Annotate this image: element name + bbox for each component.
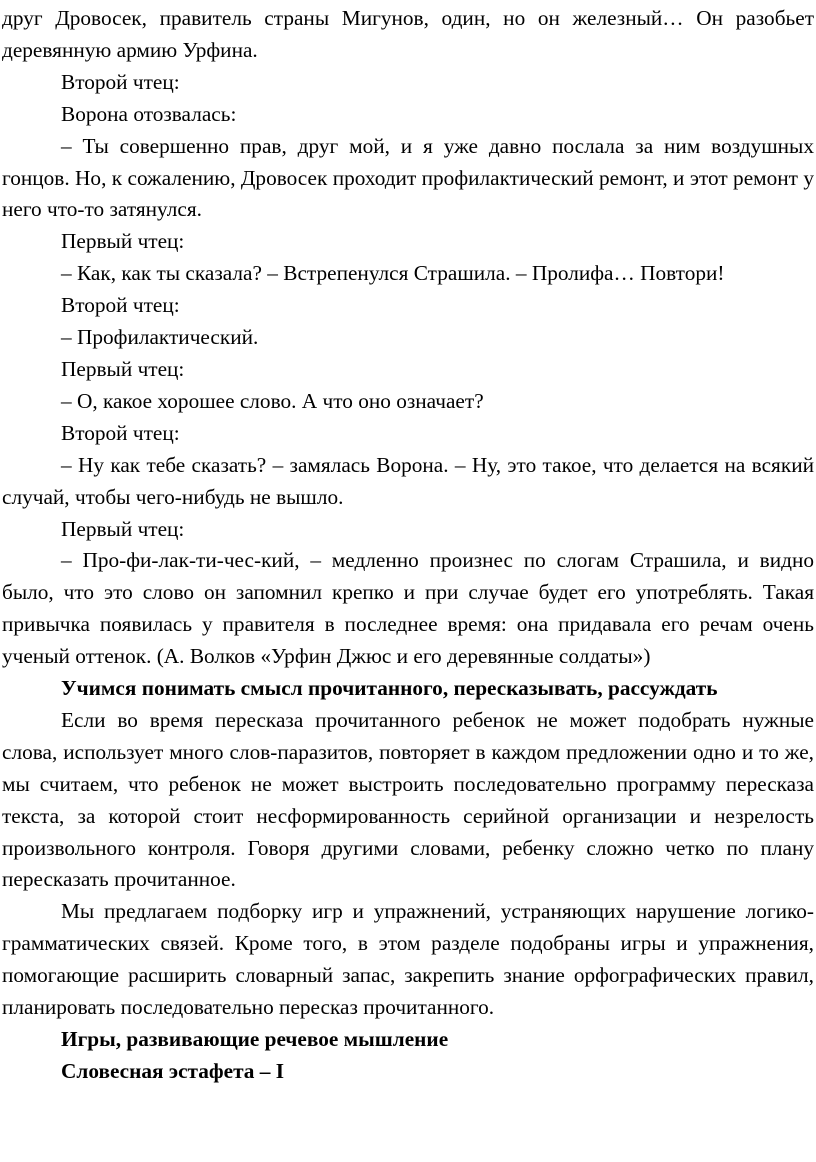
dialogue-line: – Профилактический. [61, 325, 259, 350]
game-title-heading: Словесная эстафета – I [61, 1058, 285, 1083]
speaker-label: Второй чтец: [61, 293, 180, 318]
dialogue-paragraph: – Ты совершенно прав, друг мой, и я уже давно послала за ним воздушных гонцов. Но, к сожалению, Дровосек проходит профилактический ремонт, и этот ремонт у него что-то затянулся. [2, 133, 814, 222]
narration-line: Ворона отозвалась: [61, 101, 237, 126]
speaker-label: Первый чтец: [61, 356, 185, 381]
body-paragraph: Если во время пересказа прочитанного ребенок не может подобрать нужные слова, использует много слов-паразитов, повторяет в каждом предложении одно и то же, мы считаем, что ребенок не может выстроить последовательно программу пересказа текста, за которой стоит несформированность серийной организации и незрелость произвольного контроля. Говоря другими словами, ребенку сложно четко по плану пересказать прочитанное. [2, 707, 814, 892]
subsection-heading: Игры, развивающие речевое мышление [61, 1027, 449, 1051]
body-paragraph: Мы предлагаем подборку игр и упражнений, устраняющих нарушение логико-грамматических связей. Кроме того, в этом разделе подобраны игры и упражнения, помогающие расширить словарный запас, закрепить знание орфографических правил, планировать последовательно пересказ прочитанного. [2, 899, 814, 1020]
dialogue-paragraph: – Про-фи-лак-ти-чес-кий, – медленно произнес по слогам Страшила, и видно было, что это слово он запомнил крепко и при случае будет его употреблять. Такая привычка появилась у правителя в последнее время: она придавала его речам очень ученый оттенок. (А. Волков «Урфин Джюс и его деревянные солдаты») [2, 548, 814, 669]
speaker-label: Первый чтец: [61, 229, 185, 254]
section-heading: Учимся понимать смысл прочитанного, пересказывать, рассуждать [61, 676, 718, 701]
dialogue-line: – Как, как ты сказала? – Встрепенулся Страшила. – Пролифа… Повтори! [61, 261, 725, 286]
paragraph-continuation: друг Дровосек, правитель страны Мигунов, один, но он железный… Он разобьет деревянную армию Урфина. [2, 6, 814, 62]
speaker-label: Первый чтец: [61, 516, 185, 541]
speaker-label: Второй чтец: [61, 420, 180, 445]
dialogue-line: – О, какое хорошее слово. А что оно означает? [61, 388, 484, 413]
speaker-label: Второй чтец: [61, 69, 180, 94]
dialogue-paragraph: – Ну как тебе сказать? – замялась Ворона. – Ну, это такое, что делается на всякий случай, чтобы чего-нибудь не вышло. [2, 452, 814, 509]
